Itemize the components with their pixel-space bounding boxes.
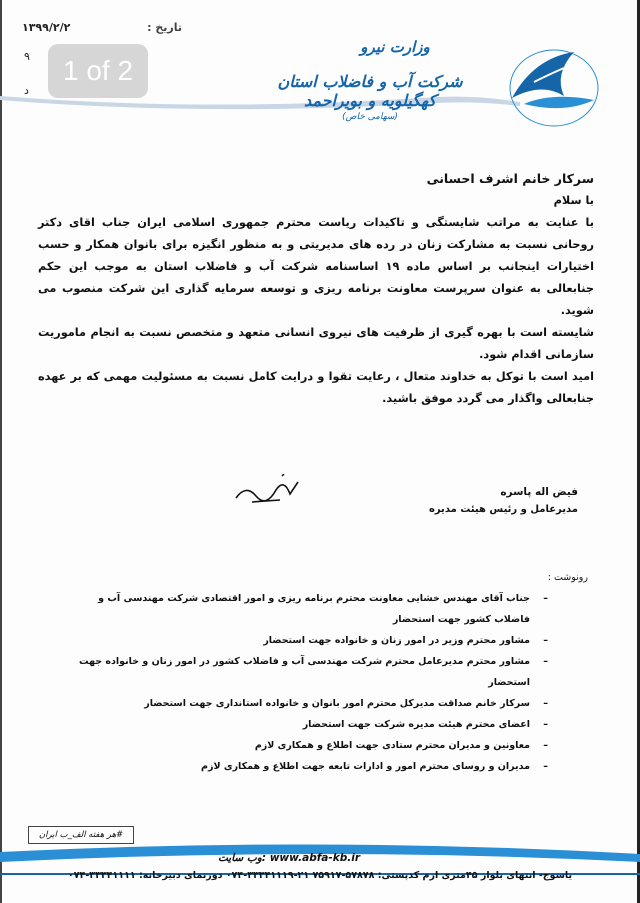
campaign-hashtag: #هر هفته الف_ب ایران (28, 826, 134, 844)
cc-item: – مدیران و روسای محترم امور و ادارات تابعه جهت اطلاع و همکاری لازم (60, 756, 548, 777)
body-paragraph-3: امید است با توکل به خداوند متعال ، رعایت تقوا و درایت کامل نسبت به مسئولیت مهمی که بر عهده جنابعالی واگذار می گردد موفق باشید. (38, 370, 594, 405)
addressee: سرکار خانم اشرف احسانی (426, 171, 594, 186)
cc-list (60, 588, 548, 777)
cc-item: – سرکار خانم صداقت مدیرکل محترم امور بانوان و خانواده استانداری جهت استحضار (60, 693, 548, 714)
body-paragraph-1: با عنایت به مراتب شایستگی و تاکیدات ریاست محترم جمهوری اسلامی ایران جناب اقای دکتر روحانی نسبت به مشارکت زنان در رده های مدیریتی و به منظور انگیزه برای بانوان همکار و حسب اختیارات اینجانب بر اساس ماده ۱۹ اساسنامه شرکت آب و فاضلاب استان به موجب این حکم جنابعالی به عنوان سرپرست معاونت برنامه ریزی و توسعه سرمایه گذاری این شرکت منصوب می شوید. (38, 216, 594, 317)
signatory-name: فیض اله پاسره (500, 486, 578, 498)
date-block (22, 20, 182, 36)
ministry-name: وزارت نیرو (360, 38, 430, 56)
page-indicator-badge: 1 of 2 (48, 44, 148, 98)
letter-number-fragment: ۹ (24, 50, 30, 63)
website-address: وب سایت: www.abfa-kb.ir (218, 852, 360, 864)
date-row (22, 20, 182, 36)
cc-item: – معاونین و مدیران محترم ستادی جهت اطلاع و همکاری لازم (60, 735, 548, 756)
cc-item: – مشاور محترم مدیرعامل محترم شرکت مهندسی آب و فاضلاب کشور در امور زنان و خانواده جهت استحضار (60, 651, 548, 693)
letter-body (38, 168, 594, 410)
signatory-title: مدیرعامل و رئیس هیئت مدیره (428, 504, 578, 515)
date-value: ۱۳۹۹/۲/۲ (22, 21, 71, 34)
company-type: (سهامی خاص) (342, 112, 398, 122)
cc-item: – جناب آقای مهندس خشایی معاونت محترم برنامه ریزی و امور اقتصادی شرکت مهندسی آب و فاضلاب کشور جهت استحضار (60, 588, 548, 630)
company-logo (494, 38, 606, 128)
page-edge-left (0, 0, 2, 903)
date-label: تاریخ : (147, 21, 182, 34)
cc-item: – مشاور محترم وزیر در امور زنان و خانواده جهت استحضار (60, 630, 548, 651)
greeting: با سلام (553, 194, 594, 207)
cc-item: – اعضای محترم هیئت مدیره شرکت جهت استحضار (60, 714, 548, 735)
attachment-fragment: د (24, 84, 29, 97)
company-name: شرکت آب و فاضلاب استان کهگیلویه و بویراحمد (277, 72, 463, 110)
postal-address: یاسوج- انتهای بلوار ۴۵متری ارم کدپستی: ۵۷۸۷۸-۷۵۹۱۷ ۲۱-۳۳۳۴۱۱۱۹-۰۷۴ دورنمای دبیرخانه: ۳۳۳۴۱۱۱۱-۰۷۴ (67, 870, 573, 881)
body-paragraph-2: شایسته است با بهره گیری از ظرفیت های نیروی انسانی متعهد و متخصص نسبت به انجام ماموریت سازمانی اقدام شود. (38, 326, 594, 361)
cc-label: رونوشت : (547, 572, 588, 583)
signature-scribble (232, 474, 302, 506)
